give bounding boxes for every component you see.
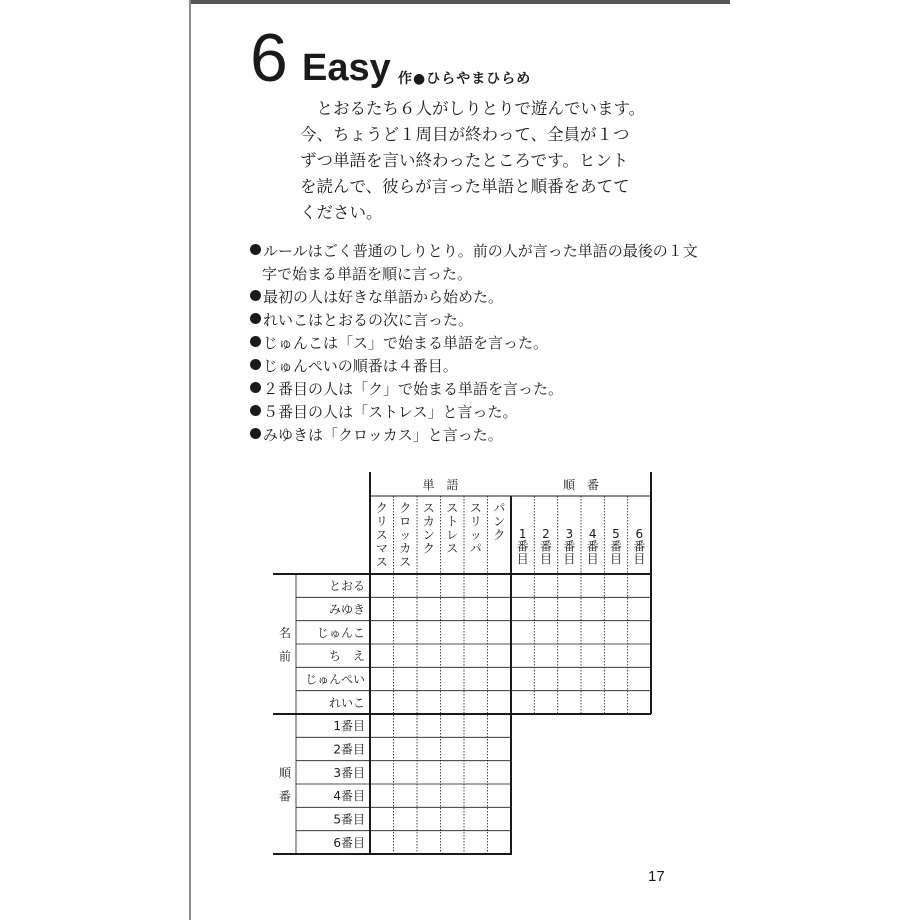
- word-column-label: ト: [446, 514, 459, 529]
- order-row-label: 3番目: [333, 765, 365, 780]
- hint-item: ５番目の人は「ストレス」と言った。: [250, 401, 690, 424]
- word-column-label: ス: [446, 541, 459, 556]
- word-column-label: ン: [493, 514, 506, 529]
- name-row-label: じゅんこ: [316, 625, 365, 640]
- order-column-label: 5: [612, 527, 620, 541]
- difficulty-label: Easy: [302, 47, 391, 89]
- name-row-label: れいこ: [328, 695, 365, 710]
- word-column-label: ス: [399, 555, 412, 569]
- names-header-char: 前: [278, 649, 292, 664]
- word-column-label: ッ: [469, 528, 482, 542]
- hint-item: れいこはとおるの次に言った。: [250, 309, 690, 332]
- order-column-label: 番: [609, 539, 623, 554]
- order-column-label: 2: [542, 527, 550, 541]
- hint-item: 最初の人は好きな単語から始めた。: [250, 286, 690, 309]
- name-row-label: みゆき: [328, 602, 365, 617]
- word-column-label: マ: [375, 541, 388, 556]
- order-column-label: 番: [516, 539, 529, 554]
- order-row-label: 1番目: [333, 719, 365, 734]
- word-column-label: ッ: [399, 528, 412, 542]
- word-column-label: ス: [446, 501, 459, 515]
- author-credit: 作●ひらやまひらめ: [398, 71, 532, 87]
- order-column-label: 4: [588, 527, 597, 541]
- hint-item: ルールはごく普通のしりとり。前の人が言った単語の最後の１文 字で始まる単語を順に言った。: [250, 240, 690, 286]
- names-header-char: 名: [278, 626, 292, 640]
- word-column-label: レ: [446, 528, 459, 542]
- word-column-label: ス: [375, 528, 388, 542]
- intro-line: ください。: [300, 203, 383, 222]
- word-column-label: ス: [469, 501, 482, 515]
- order-column-label: 目: [539, 552, 553, 566]
- name-row-label: ち え: [328, 649, 365, 664]
- word-column-label: リ: [375, 514, 388, 529]
- order-row-label: 4番目: [333, 789, 365, 804]
- word-column-label: ク: [422, 541, 435, 556]
- word-column-label: ク: [493, 528, 506, 542]
- word-column-label: ク: [399, 501, 412, 515]
- hint-item: みゆきは「クロッカス」と言った。: [250, 424, 690, 447]
- order-column-label: 番: [633, 539, 646, 554]
- order-column-label: 1: [518, 527, 527, 541]
- intro-line: ずつ単語を言い終わったところです。ヒント: [300, 151, 629, 170]
- puzzle-number: 6: [250, 20, 288, 96]
- word-column-label: リ: [469, 514, 482, 529]
- hint-item: じゅんこは「ス」で始まる単語を言った。: [250, 332, 690, 355]
- name-row-label: じゅんぺい: [305, 672, 365, 687]
- word-column-label: パ: [469, 541, 482, 556]
- order-row-label: 2番目: [333, 742, 365, 757]
- word-column-label: ロ: [399, 514, 412, 529]
- intro-line: とおるたち６人がしりとりで遊んでいます。: [300, 99, 646, 118]
- order-column-label: 番: [586, 539, 599, 554]
- intro-line: 今、ちょうど１周目が終わって、全員が１つ: [300, 125, 630, 144]
- order-row-label: 6番目: [333, 835, 365, 850]
- word-column-label: ン: [422, 528, 435, 542]
- order-column-label: 目: [609, 552, 623, 566]
- order-column-label: 番: [539, 539, 553, 554]
- order-column-label: 目: [563, 552, 576, 566]
- word-column-label: パ: [493, 501, 506, 515]
- order-column-label: 目: [633, 552, 646, 566]
- word-column-label: カ: [399, 541, 412, 556]
- order-column-label: 目: [586, 552, 599, 566]
- hint-item: ２番目の人は「ク」で始まる単語を言った。: [250, 378, 690, 401]
- order-rows-header-char: 番: [278, 789, 292, 804]
- hint-item: じゅんぺいの順番は４番目。: [250, 355, 690, 378]
- order-column-label: 目: [516, 552, 529, 566]
- order-row-label: 5番目: [333, 812, 365, 827]
- words-header: 単 語: [422, 478, 459, 492]
- name-row-label: とおる: [328, 579, 365, 594]
- page-number: 17: [648, 868, 665, 885]
- word-column-label: カ: [422, 514, 435, 529]
- word-column-label: ク: [375, 501, 388, 515]
- order-column-label: 番: [563, 539, 576, 554]
- order-rows-header-char: 順: [278, 766, 292, 780]
- word-column-label: ス: [375, 555, 388, 569]
- order-column-label: 6: [635, 527, 644, 541]
- word-column-label: ス: [422, 501, 435, 515]
- order-column-label: 3: [565, 527, 574, 541]
- order-header: 順 番: [562, 478, 600, 492]
- intro-line: を読んで、彼らが言った単語と順番をあてて: [300, 177, 630, 196]
